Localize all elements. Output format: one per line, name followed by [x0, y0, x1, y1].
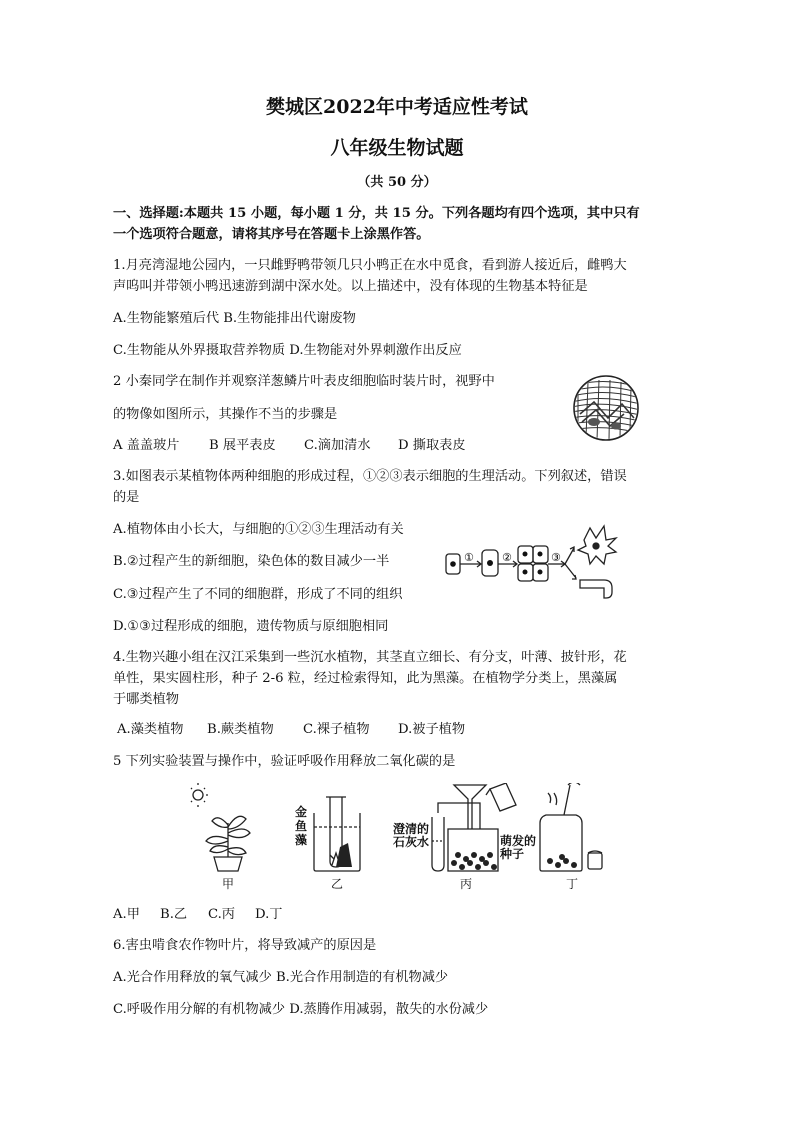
apparatus-yi-label: 乙 — [331, 877, 344, 891]
q2-stem-line1: 2 小秦同学在制作并观察洋葱鳞片叶表皮细胞临时装片时，视野中 — [113, 374, 495, 389]
exam-subtitle: 八年级生物试题 — [330, 137, 464, 159]
q1-options-cd: C.生物能从外界摄取营养物质 D.生物能对外界刺激作出反应 — [113, 343, 462, 358]
process-1-label: ① — [464, 551, 474, 564]
q4-stem-line2: 单性，果实圆柱形，种子 2-6 粒，经过检索得知，此为黑藻。在植物学分类上，黑藻属 — [113, 671, 618, 686]
q5-option-b: B.乙 — [160, 907, 188, 922]
q6-stem: 6.害虫啃食农作物叶片，将导致减产的原因是 — [113, 938, 377, 953]
process-3-label: ③ — [551, 551, 561, 564]
q3-option-b: B.②过程产生的新细胞，染色体的数目减少一半 — [113, 554, 390, 569]
q1-stem-line1: 1.月亮湾湿地公园内，一只雌野鸭带领几只小鸭正在水中觅食，看到游人接近后，雌鸭大 — [113, 258, 627, 273]
q2-options — [113, 435, 466, 456]
exam-title: 樊城区2022年中考适应性考试 — [266, 96, 528, 118]
experiment-apparatus-figure — [190, 783, 610, 893]
q1-stem-line2: 声呜叫并带领小鸭迅速游到湖中深水处。以上描述中，没有体现的生物基本特征是 — [113, 279, 588, 294]
lime-water-label: 澄清的石灰水 — [393, 822, 430, 849]
q5-options — [113, 904, 282, 925]
q3-option-a: A.植物体由小长大，与细胞的①②③生理活动有关 — [113, 522, 404, 537]
q4-option-a: A.藻类植物 — [117, 722, 184, 737]
q4-stem-line3: 于哪类植物 — [113, 692, 179, 707]
apparatus-jia-label: 甲 — [222, 877, 235, 891]
q2-option-d: D 撕取表皮 — [398, 438, 466, 453]
q4-option-d: D.被子植物 — [398, 722, 466, 737]
q4-options — [117, 719, 465, 740]
total-score: （共 50 分） — [357, 175, 437, 190]
q3-option-c: C.③过程产生了不同的细胞群，形成了不同的组织 — [113, 587, 403, 602]
q3-option-d: D.①③过程形成的细胞，遗传物质与原细胞相同 — [113, 619, 389, 634]
q4-stem-line1: 4.生物兴趣小组在汉江采集到一些沉水植物，其茎直立细长、有分支，叶薄、披针形，花 — [113, 650, 627, 665]
q6-options-ab: A.光合作用释放的氧气减少 B.光合作用制造的有机物减少 — [113, 970, 449, 985]
q2-option-c: C.滴加清水 — [304, 438, 371, 453]
process-2-label: ② — [502, 551, 512, 564]
germinating-seeds-label: 萌发的种子 — [500, 834, 537, 861]
q3-stem-line1: 3.如图表示某植物体两种细胞的形成过程，①②③表示细胞的生理活动。下列叙述，错误 — [113, 469, 627, 484]
section-instruction-line2: 一个选项符合题意，请将其序号在答题卡上涂黑作答。 — [113, 227, 430, 242]
q4-option-b: B.蕨类植物 — [207, 722, 274, 737]
q1-options-ab: A.生物能繁殖后代 B.生物能排出代谢废物 — [113, 311, 356, 326]
section-instruction-line1: 一、选择题:本题共 15 小题，每小题 1 分，共 15 分。下列各题均有四个选项，其中只有 — [113, 206, 640, 221]
q5-stem: 5 下列实验装置与操作中，验证呼吸作用释放二氧化碳的是 — [113, 754, 456, 769]
q2-option-a: A 盖盖玻片 — [113, 438, 180, 453]
apparatus-ding-label: 丁 — [566, 877, 579, 891]
goldfish-weed-label: 金鱼藻 — [294, 805, 307, 847]
q5-option-c: C.丙 — [208, 907, 235, 922]
q2-stem-line2: 的物像如图所示，其操作不当的步骤是 — [113, 407, 338, 422]
q3-stem-line2: 的是 — [113, 490, 140, 505]
apparatus-bing-label: 丙 — [460, 877, 473, 891]
cell-division-figure — [444, 518, 622, 604]
q6-options-cd: C.呼吸作用分解的有机物减少 D.蒸腾作用减弱，散失的水份减少 — [113, 1002, 489, 1017]
q5-option-d: D.丁 — [255, 907, 283, 922]
q4-option-c: C.裸子植物 — [303, 722, 370, 737]
q2-option-b: B 展平表皮 — [209, 438, 276, 453]
microscope-field-figure — [572, 374, 640, 442]
q5-option-a: A.甲 — [113, 907, 140, 922]
